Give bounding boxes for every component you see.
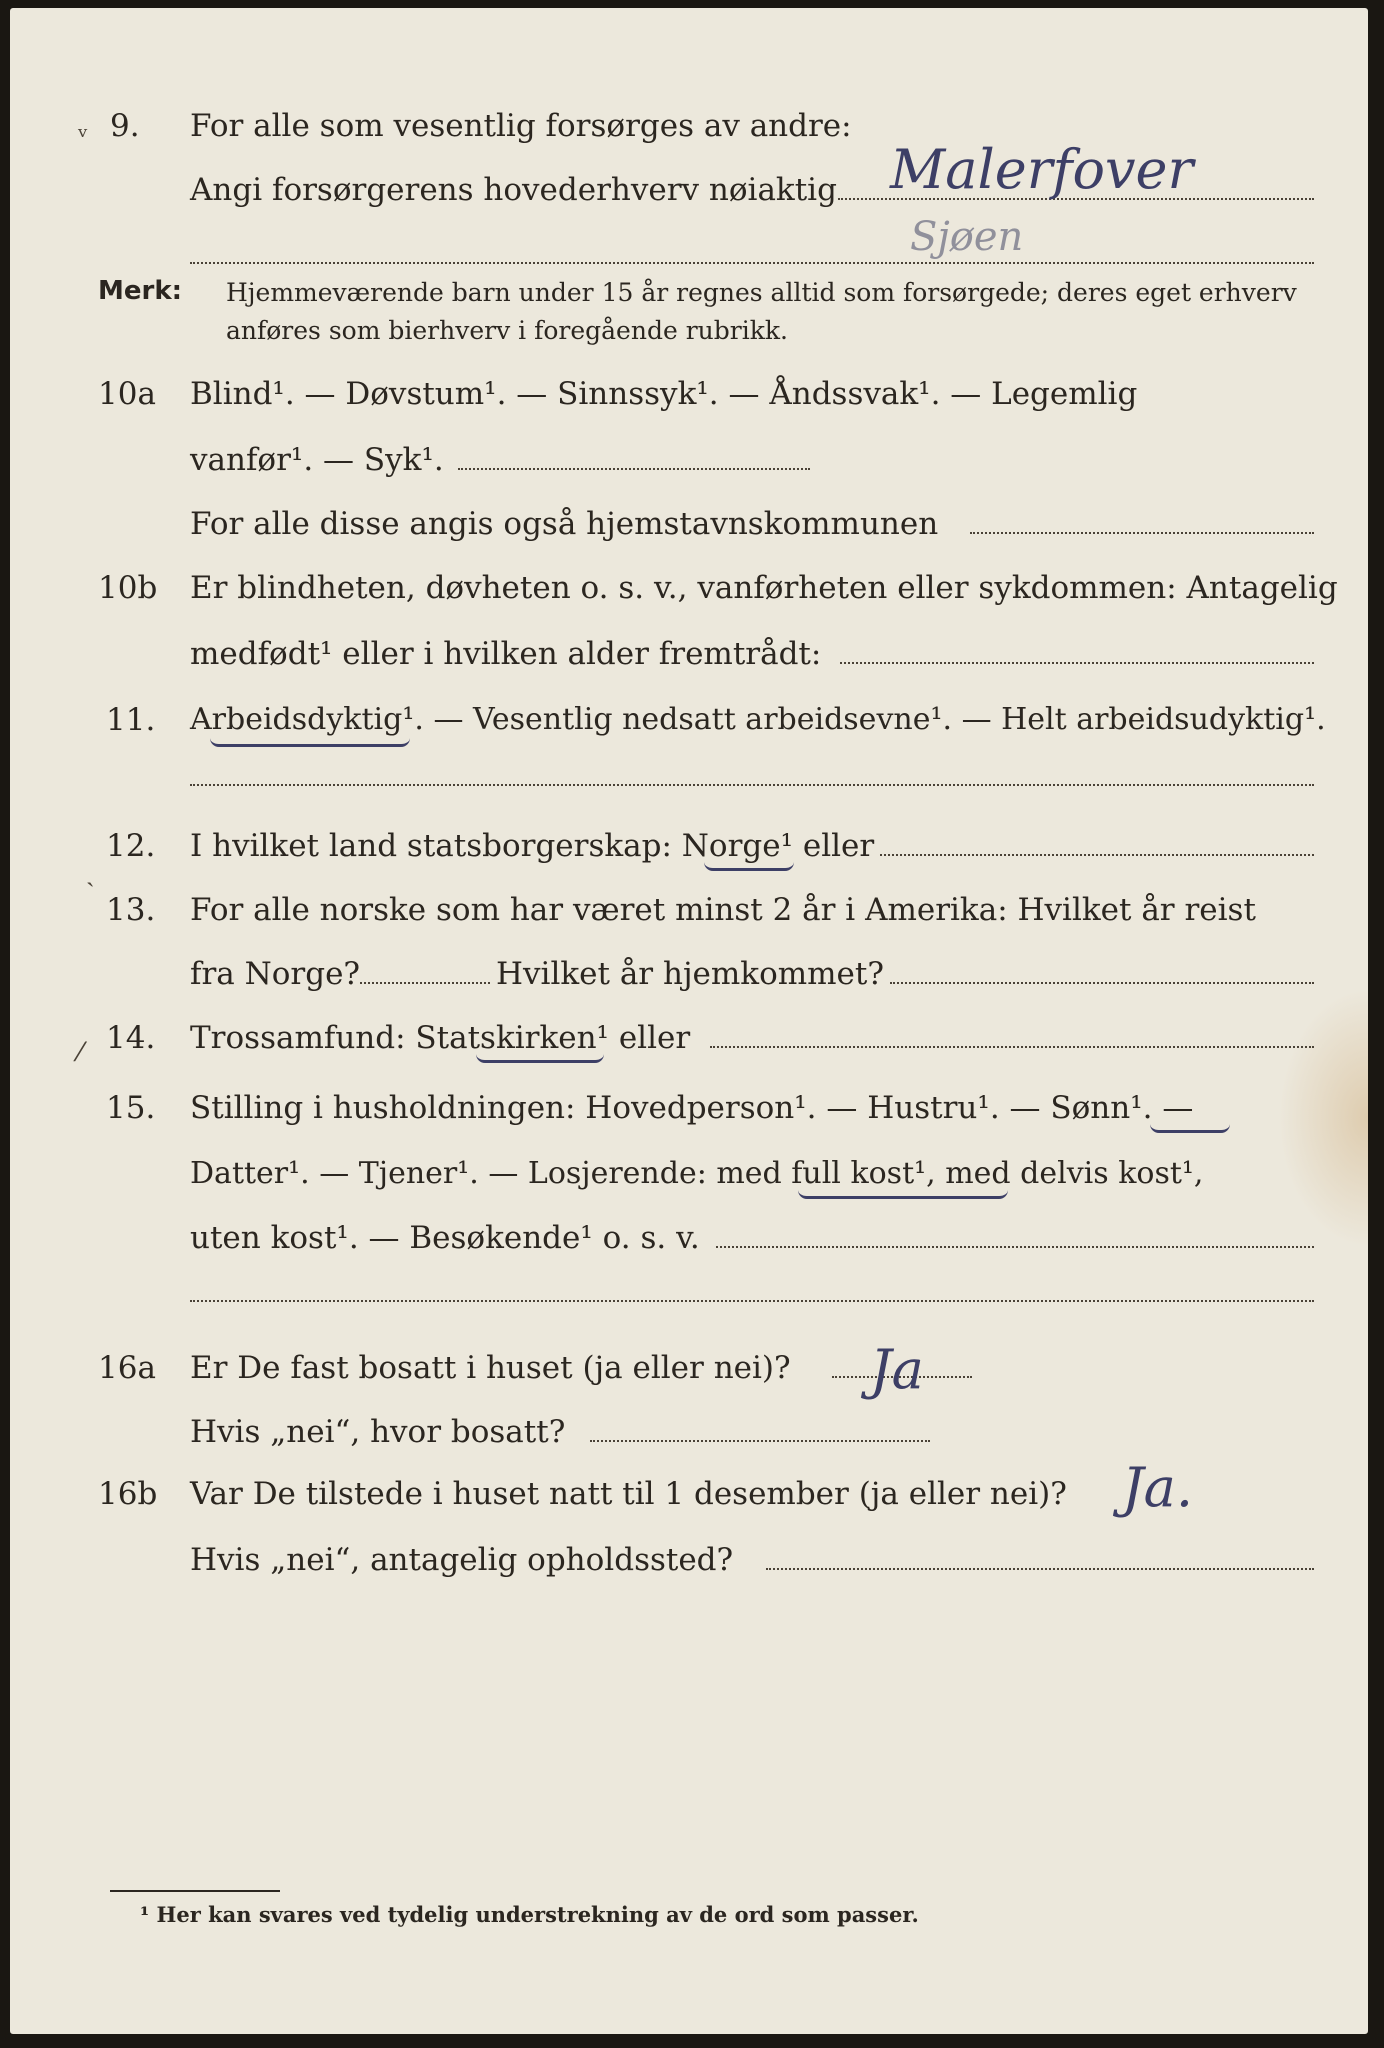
q16b-text-1: Var De tilstede i huset natt til 1 desember (ja eller nei)?: [190, 1476, 1067, 1512]
q16a-number: 16a: [98, 1350, 156, 1386]
q13-text-2b: Hvilket år hjemkommet?: [496, 956, 884, 992]
q12-answer-line[interactable]: [880, 854, 1314, 856]
q11-answer-line[interactable]: [190, 784, 1314, 786]
q13-line2: [10, 948, 1368, 1000]
q15-underline-sonn: [1150, 1124, 1230, 1133]
q11-underline-arbeidsdyktig: [210, 738, 410, 747]
q12-line1: [10, 820, 1368, 872]
q13-number: 13.: [106, 892, 156, 928]
check-mark: ˏ: [86, 858, 95, 888]
q11-text-1: Arbeidsdyktig¹. — Vesentlig nedsatt arbeidsevne¹. — Helt arbeidsudyktig¹.: [190, 702, 1326, 737]
check-mark: ᵥ: [78, 114, 88, 144]
q15-line2: [10, 1148, 1368, 1200]
q9-number: 9.: [110, 108, 140, 144]
q10a-answer-line[interactable]: [458, 468, 810, 470]
footnote-rule: [110, 1890, 280, 1892]
q13-year-left-line[interactable]: [360, 982, 490, 984]
q16b-number: 16b: [98, 1476, 158, 1512]
q10b-text-2: medfødt¹ eller i hvilken alder fremtrådt:: [190, 636, 822, 672]
q15-line3: [10, 1212, 1368, 1264]
q14-text-1: Trossamfund: Statskirken¹ eller: [190, 1020, 691, 1056]
q16a-text-2: Hvis „nei“, hvor bosatt?: [190, 1414, 566, 1450]
q15-answer-line-2[interactable]: [190, 1300, 1314, 1302]
q13-text-2a: fra Norge?: [190, 956, 361, 992]
q13-line1: [10, 884, 1368, 936]
q10a-number: 10a: [98, 376, 156, 412]
q15-text-1: Stilling i husholdningen: Hovedperson¹. — Hustru¹. — Sønn¹. —: [190, 1090, 1194, 1126]
q13-text-1: For alle norske som har været minst 2 år i Amerika: Hvilket år reist: [190, 892, 1256, 928]
q13-year-returned-line[interactable]: [890, 982, 1314, 984]
merk-label: Merk:: [98, 276, 183, 306]
q16a-residence-line[interactable]: [590, 1440, 930, 1442]
q12-text-1: I hvilket land statsborgerskap: Norge¹ eller: [190, 828, 875, 864]
q9-answer-line-2[interactable]: [190, 262, 1314, 264]
q9-handwritten-answer-2: Sjøen: [910, 214, 1024, 260]
merk-text-2: anføres som bierhverv i foregående rubrikk.: [226, 316, 788, 345]
q16a-handwritten-answer: Ja: [870, 1338, 924, 1401]
q10b-text-1: Er blindheten, døvheten o. s. v., vanførheten eller sykdommen: Antagelig: [190, 570, 1338, 606]
q15-answer-line[interactable]: [716, 1246, 1314, 1248]
q15-text-3: uten kost¹. — Besøkende¹ o. s. v.: [190, 1220, 700, 1256]
footnote-text: ¹ Her kan svares ved tydelig understrekning av de ord som passer.: [140, 1902, 919, 1927]
q14-line1: [10, 1012, 1368, 1064]
q9-text-1: For alle som vesentlig forsørges av andre:: [190, 108, 852, 144]
q14-underline-statskirken: [476, 1054, 604, 1063]
q16b-line2: [10, 1534, 1368, 1586]
q16b-text-2: Hvis „nei“, antagelig opholdssted?: [190, 1542, 734, 1578]
q16b-handwritten-answer: Ja.: [1122, 1456, 1194, 1519]
q15-text-2: Datter¹. — Tjener¹. — Losjerende: med full kost¹, med delvis kost¹,: [190, 1156, 1204, 1191]
q10b-line1: [10, 562, 1368, 614]
q10b-number: 10b: [98, 570, 158, 606]
q10a-line2: [10, 434, 1368, 486]
q10a-text-2: vanfør¹. — Syk¹.: [190, 442, 444, 478]
q14-number: 14.: [106, 1020, 156, 1056]
q14-answer-line[interactable]: [710, 1046, 1314, 1048]
q10b-line2: [10, 628, 1368, 680]
q15-underline-full-kost: [798, 1190, 1008, 1199]
census-form-page: [10, 8, 1368, 2034]
q15-number: 15.: [106, 1090, 156, 1126]
q10a-line1: [10, 368, 1368, 420]
q12-number: 12.: [106, 828, 156, 864]
q11-number: 11.: [106, 702, 156, 738]
q10a-text-1: Blind¹. — Døvstum¹. — Sinnssyk¹. — Åndssvak¹. — Legemlig: [190, 376, 1138, 412]
check-mark: ⁄: [78, 1038, 83, 1068]
q9-text-2: Angi forsørgerens hovederhverv nøiaktig: [190, 172, 837, 208]
q10a-line3: [10, 498, 1368, 550]
q9-handwritten-answer: Malerfover: [890, 138, 1194, 201]
q10b-answer-line[interactable]: [840, 662, 1314, 664]
q16a-text-1: Er De fast bosatt i huset (ja eller nei)?: [190, 1350, 791, 1386]
q16b-location-line[interactable]: [766, 1568, 1314, 1570]
q10a-hometown-line[interactable]: [970, 532, 1314, 534]
q12-underline-norge: [704, 862, 794, 871]
q10a-text-3: For alle disse angis også hjemstavnskommunen: [190, 506, 939, 542]
q16a-line2: [10, 1406, 1368, 1458]
q16a-line1: [10, 1342, 1368, 1394]
merk-text-1: Hjemmeværende barn under 15 år regnes alltid som forsørgede; deres eget erhverv: [226, 278, 1297, 307]
